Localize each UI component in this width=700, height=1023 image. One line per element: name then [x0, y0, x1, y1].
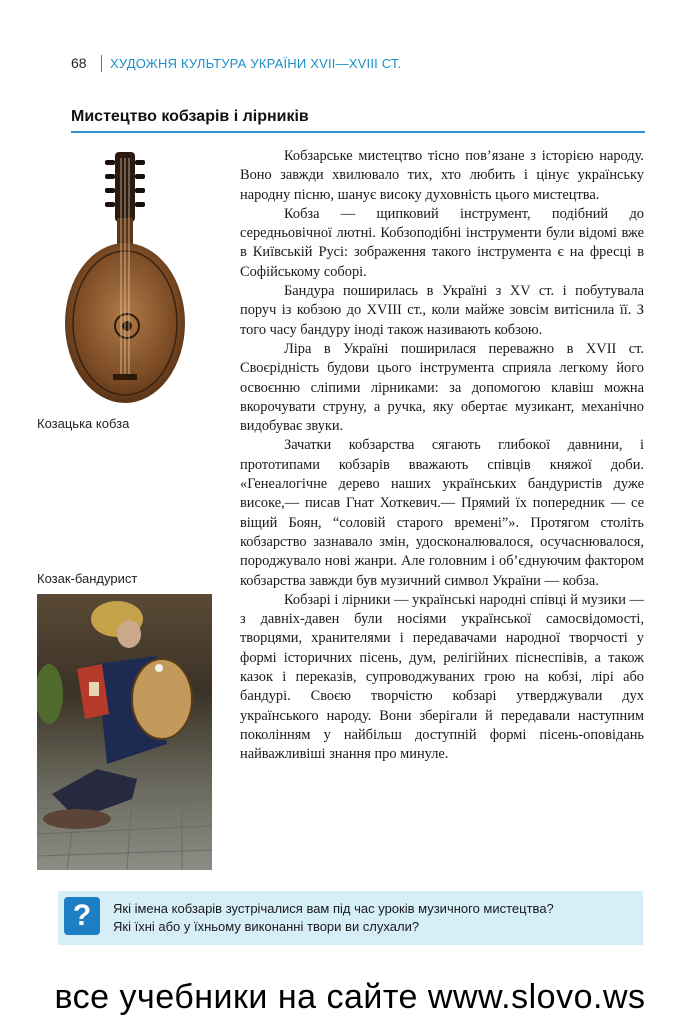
question-line-2: Які їхні або у їхньому виконанні твори ви слухали? — [113, 919, 420, 934]
page-number: 68 — [71, 55, 87, 71]
paragraph-6: Кобзарі і лірники — українські народні співці й музики — з давніх-давен були носіями української самосвідомості, творцями, хранителями і передавачами народної творчості у формі історичних пісень, дум, релігійних піснеспівів, а також казок і переказів, супроводжуваних грою на кобзі, лірі або бандурі. Своєю творчістю кобзарі утверджували дух українського народу. Вони зберігали й передавали наступним поколінням у найбільш доступній формі пісень-оповідань найважливіші знання про минуле. — [240, 591, 644, 763]
section-title: Мистецтво кобзарів і лірників — [71, 108, 309, 125]
bandurist-caption: Козак-бандурист — [37, 571, 138, 586]
paragraph-1: Кобзарське мистецтво тісно пов’язане з історією народу. Воно завжди хвилювало тих, хто любить і цінує українську народну пісню, шанує високу духовність цього мистецтва. — [240, 148, 644, 203]
paragraph-3: Бандура поширилась в Україні з XV ст. і побутувала поруч із кобзою до XVIII ст., коли майже зовсім витіснила її. З того часу бандуру іноді також називають кобзою. — [240, 283, 644, 338]
footer-banner: все учебники на сайте www.slovo.ws — [54, 978, 646, 1016]
bandurist-photo — [37, 594, 212, 870]
question-mark-icon: ? — [64, 897, 100, 935]
body-text — [240, 147, 644, 765]
paragraph-4: Ліра в Україні поширилася переважно в XVII ст. Своєрідність будови цього інструмента сприяла легкому його освоєнню сліпими лірниками: за допомогою клавіш можна вкорочувати струну, а ручка, яку обертає музикант, механічно видобуває звуки. — [240, 340, 644, 435]
kobza-illustration — [55, 148, 195, 410]
question-line-1: Які імена кобзарів зустрічалися вам під час уроків музичного мистецтва? — [113, 901, 554, 916]
kobza-caption: Козацька кобза — [37, 416, 130, 431]
paragraph-5: Зачатки кобзарства сягають глибокої давнини, і прототипами кобзарів вважають співців княжої доби. «Генеалогічне дерево наших українських бандуристів дуже високе,— писав Гнат Хоткевич.— Прямий їх попередник — се віщий Боян, “соловій старого времені”». Протягом століть кобзарство зазнавало змін, удосконалювалося, осучаснювалося, породжувало нові жанри. Але головним і об’єднуючим фактором кобзарства завжди був музичний символ України — кобза. — [240, 437, 644, 589]
paragraph-2: Кобза — щипковий інструмент, подібний до середньовічної лютні. Кобзоподібні інструменти були відомі вже в Київській Русі: зображення такого інструмента є на фресці в Софійському соборі. — [240, 205, 644, 280]
title-divider — [71, 131, 645, 133]
running-title: ХУДОЖНЯ КУЛЬТУРА УКРАЇНИ XVII—XVIII СТ. — [101, 55, 401, 72]
question-text — [113, 900, 638, 936]
